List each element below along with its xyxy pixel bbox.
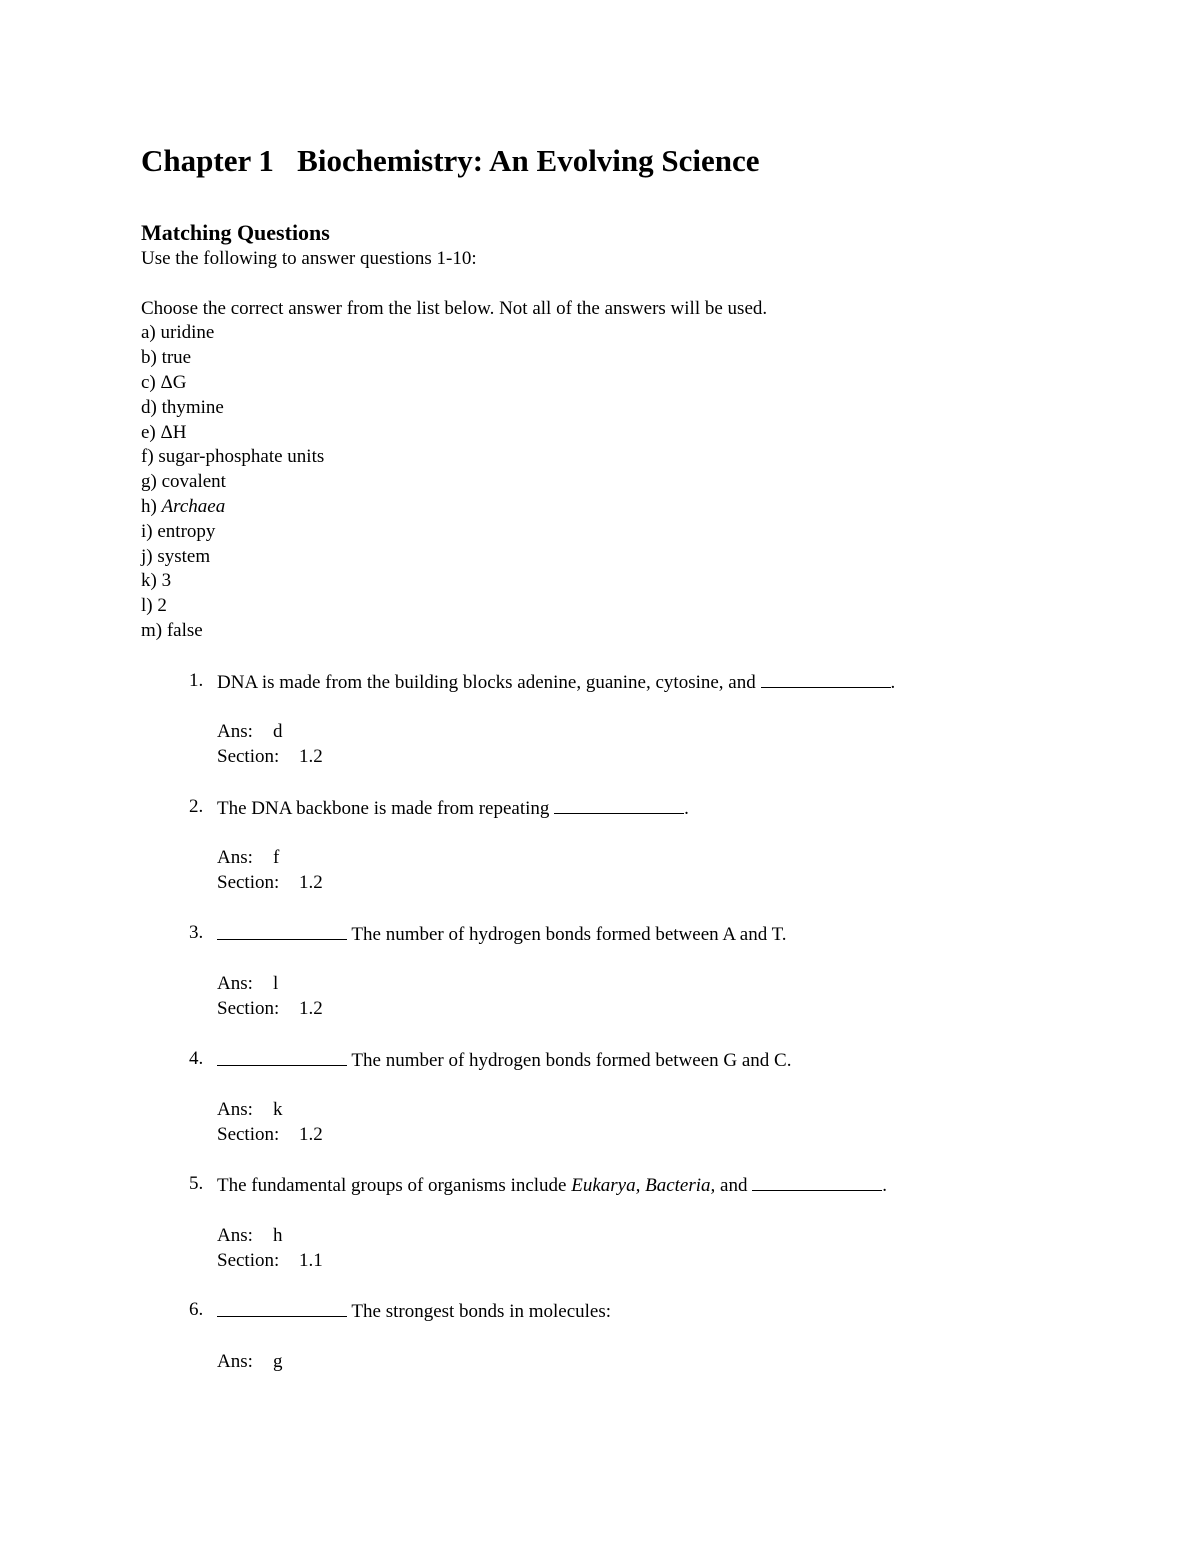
- section-line: Section: 1.2: [217, 745, 323, 767]
- question-item: [141, 795, 1081, 896]
- section-value: 1.1: [299, 1249, 323, 1271]
- answer-line: Ans: k: [217, 1099, 283, 1121]
- section-line: Section: 1.2: [217, 997, 323, 1019]
- answer-blank: [217, 1298, 347, 1317]
- option-item: k) 3: [141, 570, 172, 592]
- option-item: g) covalent: [141, 471, 226, 493]
- option-item: e) ΔH: [141, 421, 187, 443]
- answer-value: k: [273, 1099, 283, 1121]
- option-item: m) false: [141, 619, 203, 641]
- answer-blank: [752, 1172, 882, 1191]
- question-number: 3.: [189, 921, 204, 943]
- option-item: d) thymine: [141, 396, 224, 418]
- question-item: [141, 1172, 1081, 1273]
- options-list: [141, 321, 1081, 643]
- question-text: The DNA backbone is made from repeating .: [217, 795, 1081, 822]
- questions-list: [141, 669, 1081, 1375]
- question-text: The strongest bonds in molecules:: [217, 1298, 1081, 1325]
- choose-text: Choose the correct answer from the list below. Not all of the answers will be used.: [141, 297, 768, 319]
- question-item: [141, 1047, 1081, 1148]
- option-item: a) uridine: [141, 322, 215, 344]
- option-item: c) ΔG: [141, 371, 187, 393]
- option-item: b) true: [141, 347, 192, 369]
- answer-value: l: [273, 973, 279, 995]
- instruction-text: Use the following to answer questions 1-10:: [141, 248, 477, 269]
- option-item: f) sugar-phosphate units: [141, 446, 325, 468]
- question-text: The fundamental groups of organisms include Eukarya, Bacteria, and .: [217, 1172, 1081, 1199]
- section-value: 1.2: [299, 871, 323, 893]
- option-item: j) system: [141, 545, 211, 567]
- answer-line: Ans: d: [217, 721, 283, 743]
- option-item: l) 2: [141, 595, 167, 617]
- answer-value: f: [273, 847, 280, 869]
- section-value: 1.2: [299, 745, 323, 767]
- answer-value: g: [273, 1351, 283, 1373]
- answer-value: d: [273, 721, 283, 743]
- question-number: 4.: [189, 1047, 204, 1069]
- section-heading: Matching Questions: [141, 220, 330, 245]
- section-value: 1.2: [299, 997, 323, 1019]
- question-item: [141, 1298, 1081, 1374]
- section-line: Section: 1.1: [217, 1249, 323, 1271]
- answer-blank: [217, 1047, 347, 1066]
- question-number: 2.: [189, 795, 204, 817]
- question-item: [141, 669, 1081, 770]
- answer-line: Ans: f: [217, 847, 280, 869]
- question-number: 6.: [189, 1299, 204, 1321]
- question-text: The number of hydrogen bonds formed between A and T.: [217, 921, 1081, 948]
- question-item: [141, 921, 1081, 1022]
- section-line: Section: 1.2: [217, 1123, 323, 1145]
- option-item: i) entropy: [141, 520, 216, 542]
- chapter-title: Chapter 1 Biochemistry: An Evolving Science: [141, 143, 760, 178]
- question-text: The number of hydrogen bonds formed between G and C.: [217, 1047, 1081, 1074]
- question-number: 5.: [189, 1173, 204, 1195]
- answer-blank: [554, 795, 684, 814]
- answer-value: h: [273, 1225, 283, 1247]
- document-page: [141, 138, 1081, 1400]
- question-text: DNA is made from the building blocks adenine, guanine, cytosine, and .: [217, 669, 1081, 696]
- option-item: h) Archaea: [141, 495, 226, 517]
- answer-line: Ans: g: [217, 1351, 283, 1373]
- section-value: 1.2: [299, 1123, 323, 1145]
- section-line: Section: 1.2: [217, 871, 323, 893]
- answer-blank: [761, 669, 891, 688]
- question-number: 1.: [189, 669, 204, 691]
- answer-line: Ans: l: [217, 973, 279, 995]
- answer-blank: [217, 921, 347, 940]
- answer-line: Ans: h: [217, 1225, 283, 1247]
